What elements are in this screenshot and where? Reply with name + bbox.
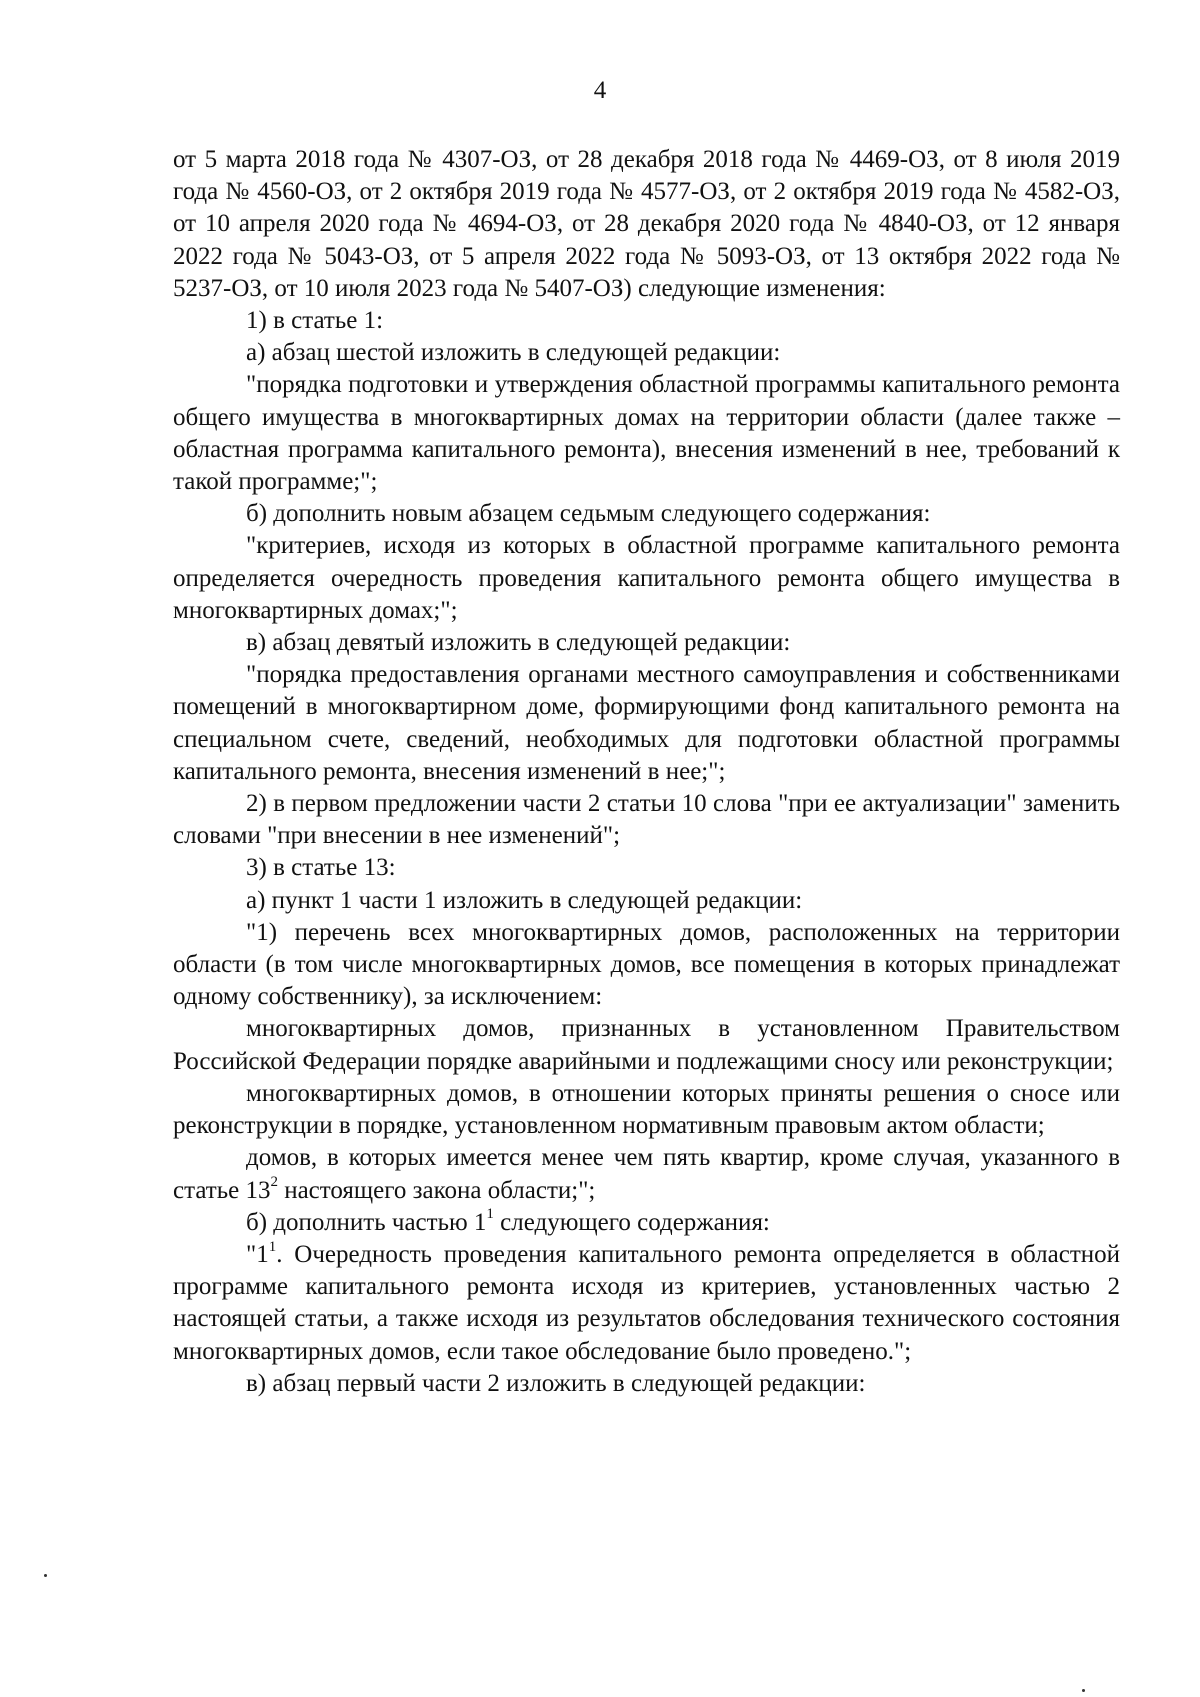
paragraph-exception-small-houses xyxy=(173,1142,1120,1206)
paragraph-item-3a: а) пункт 1 части 1 изложить в следующей редакции: xyxy=(246,886,803,914)
text-fragment: настоящего закона области;"; xyxy=(277,1176,596,1204)
scan-speck xyxy=(1082,1689,1085,1692)
page-number: 4 xyxy=(593,77,607,104)
superscript: 1 xyxy=(486,1206,494,1223)
paragraph-item-1b: б) дополнить новым абзацем седьмым следующего содержания: xyxy=(246,500,931,528)
paragraph-item-3b xyxy=(173,1207,1120,1239)
paragraph-quote-1b: "критериев, исходя из которых в областной программе капитального ремонта определяется очередность проведения капитального ремонта общего имущества в многоквартирных домах;"; xyxy=(173,532,1120,624)
paragraph-quote-3b xyxy=(173,1239,1120,1368)
text-fragment: домов, в которых имеется менее чем пять квартир, кроме случая, указанного в статье 13 xyxy=(173,1144,1120,1204)
paragraph-item-3: 3) в статье 13: xyxy=(246,854,396,882)
paragraph-item-1a: а) абзац шестой изложить в следующей редакции: xyxy=(246,339,781,367)
paragraph-amended-laws-list: от 5 марта 2018 года № 4307-ОЗ, от 28 декабря 2018 года № 4469-ОЗ, от 8 июля 2019 года № 4560-ОЗ, от 2 октября 2019 года № 4577-ОЗ, от 2 октября 2019 года № 4582-ОЗ, от 10 апреля 2020 года № 4694-ОЗ, от 28 декабря 2020 года № 4840-ОЗ, от 12 января 2022 года № 5043-ОЗ, от 5 апреля 2022 года № 5093-ОЗ, от 13 октября 2022 года № 5237-ОЗ, от 10 июля 2023 года № 5407-ОЗ) следующие изменения: xyxy=(173,146,1120,302)
paragraph-item-2: 2) в первом предложении части 2 статьи 10 слова "при ее актуализации" заменить словами "при внесении в нее изменений"; xyxy=(173,790,1120,850)
paragraph-exception-demolition: многоквартирных домов, в отношении которых приняты решения о сносе или реконструкции в порядке, установленном нормативным правовым актом области; xyxy=(173,1079,1120,1140)
document-body xyxy=(173,144,1120,1400)
text-fragment: . Очередность проведения капитального ремонта определяется в областной программе капитального ремонта исходя из критериев, установленных частью 2 настоящей статьи, а также исходя из результатов обследования технического состояния многоквартирных домов, если такое обследование было проведено."; xyxy=(173,1240,1120,1365)
superscript: 2 xyxy=(270,1174,278,1191)
paragraph-quote-1a: "порядка подготовки и утверждения областной программы капитального ремонта общего имущества в многоквартирных домах на территории области (далее также – областная программа капитального ремонта), внесения изменений в нее, требований к такой программе;"; xyxy=(173,371,1120,496)
paragraph-item-3v: в) абзац первый части 2 изложить в следующей редакции: xyxy=(246,1369,866,1397)
text-fragment: б) дополнить частью 1 xyxy=(246,1208,487,1236)
paragraph-exception-emergency: многоквартирных домов, признанных в установленном Правительством Российской Федерации порядке аварийными и подлежащими сносу или реконструкции; xyxy=(173,1015,1120,1075)
scan-speck xyxy=(44,1574,47,1577)
text-fragment: следующего содержания: xyxy=(493,1208,770,1236)
text-fragment: "1 xyxy=(246,1240,269,1268)
paragraph-quote-1v: "порядка предоставления органами местного самоуправления и собственниками помещений в многоквартирном доме, формирующими фонд капитального ремонта на специальном счете, сведений, необходимых для подготовки областной программы капитального ремонта, внесения изменений в нее;"; xyxy=(173,661,1120,785)
paragraph-item-1: 1) в статье 1: xyxy=(246,307,384,335)
paragraph-quote-3a: "1) перечень всех многоквартирных домов, расположенных на территории области (в том числе многоквартирных домов, все помещения в которых принадлежат одному собственнику), за исключением: xyxy=(173,918,1120,1011)
superscript: 1 xyxy=(268,1238,277,1255)
paragraph-item-1v: в) абзац девятый изложить в следующей редакции: xyxy=(246,629,791,657)
